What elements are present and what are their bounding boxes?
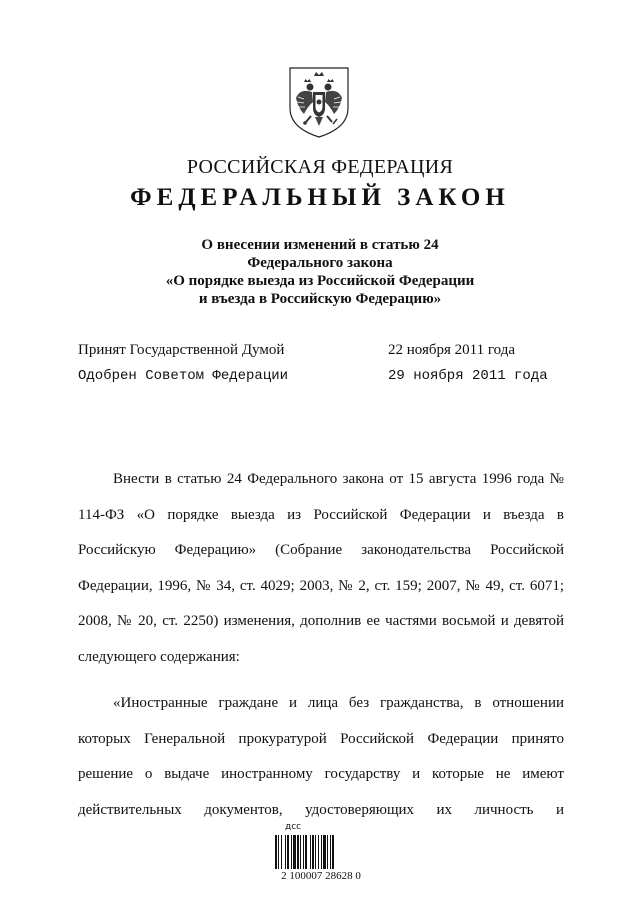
coat-of-arms-icon <box>286 64 352 140</box>
body-paragraph: «Иностранные граждане и лица без гражданства, в отношении которых Генеральной прокуратурой Российской Федерации принято решение о выдаче иностранному государству и которые не имеют действительных документов, удостоверяющих их личность и <box>78 695 564 818</box>
adoption-date: 22 ноября 2011 года <box>388 342 516 358</box>
barcode-mark: дсс <box>285 822 302 832</box>
law-body <box>78 462 564 828</box>
document-type-title: ФЕДЕРАЛЬНЫЙ ЗАКОН <box>130 184 510 211</box>
barcode-bars-icon <box>274 835 368 869</box>
adoption-date: 29 ноября 2011 года <box>388 368 548 384</box>
subject-line: О внесении изменений в статью 24 <box>201 237 439 253</box>
barcode <box>274 822 368 888</box>
adoption-body: Одобрен Советом Федерации <box>78 368 289 384</box>
barcode-number: 2 100007 28628 0 <box>281 870 361 882</box>
subject-line: «О порядке выезда из Российской Федерации <box>165 273 475 289</box>
approval-federation-council <box>78 368 578 388</box>
body-paragraph: Внести в статью 24 Федерального закона от 15 августа 1996 года № 114-ФЗ «О порядке выезда из Российской Федерации и въезда в Российскую Федерацию» (Собрание законодательства Российской Федерации, 1996, № 34, ст. 4029; 2003, № 2, ст. 159; 2007, № 49, ст. 6071; 2008, № 20, ст. 2250) изменения, дополнив ее частями восьмой и девятой следующего содержания: <box>78 471 564 665</box>
adoption-body: Принят Государственной Думой <box>78 342 285 358</box>
law-subject-title <box>0 236 640 308</box>
country-name: РОССИЙСКАЯ ФЕДЕРАЦИЯ <box>186 156 454 178</box>
adoption-state-duma <box>78 342 578 362</box>
subject-line: Федерального закона <box>247 255 393 271</box>
subject-line: и въезда в Российскую Федерацию» <box>198 291 442 307</box>
